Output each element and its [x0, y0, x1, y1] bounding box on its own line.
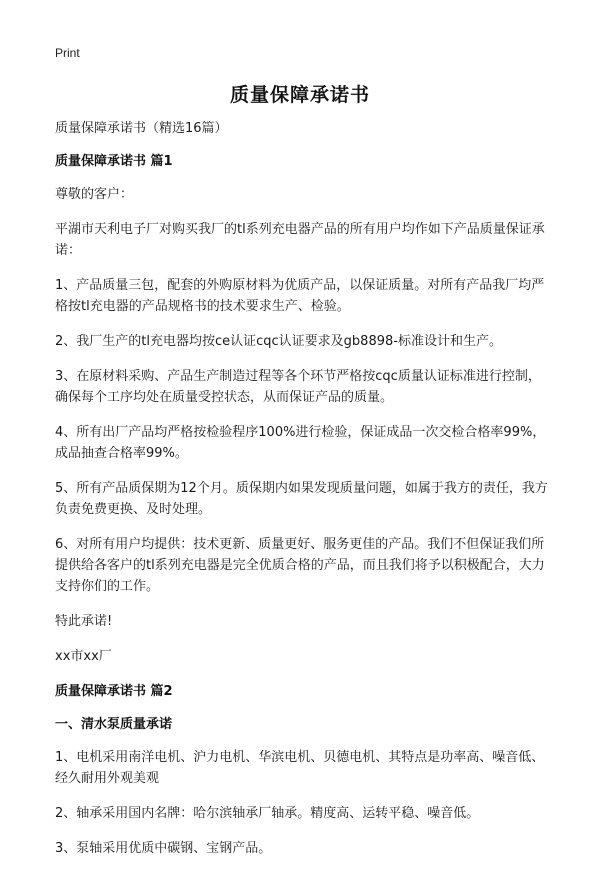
pump-item-1: 1、电机采用南洋电机、沪力电机、华滨电机、贝德电机、其特点是功率高、噪音低、经久耐用外观美观	[55, 750, 545, 786]
print-label: Print	[55, 46, 80, 60]
commitment-item-5: 5、所有产品质保期为12个月。质保期内如果发现质量问题，如属于我方的责任，我方负责免费更换、及时处理。	[55, 481, 548, 517]
signature: xx市xx厂	[55, 649, 112, 664]
document-subtitle: 质量保障承诺书（精选16篇）	[55, 121, 228, 136]
greeting: 尊敬的客户：	[55, 187, 134, 202]
document-body	[55, 118, 550, 873]
section-heading-part2: 质量保障承诺书 篇2	[55, 684, 173, 699]
commitment-item-4: 4、所有出厂产品均严格按检验程序100%进行检验，保证成品一次交检合格率99%，成品抽查合格率99%。	[55, 425, 546, 461]
commitment-item-3: 3、在原材料采购、产品生产制造过程等各个环节严格按cqc质量认证标准进行控制，确保每个工序均处在质量受控状态，从而保证产品的质量。	[55, 369, 541, 405]
closing-statement: 特此承诺!	[55, 614, 113, 629]
pump-item-3: 3、泵轴采用优质中碳钢、宝钢产品。	[55, 841, 272, 856]
document-title: 质量保障承诺书	[229, 84, 370, 106]
subsection-heading: 一、清水泵质量承诺	[55, 717, 173, 732]
section-heading-part1: 质量保障承诺书 篇1	[55, 154, 173, 169]
commitment-item-1: 1、产品质量三包，配套的外购原材料为优质产品，以保证质量。对所有产品我厂均严格按tl充电器的产品规格书的技术要求生产、检验。	[55, 278, 545, 314]
intro-paragraph: 平湖市天利电子厂对购买我厂的tl系列充电器产品的所有用户均作如下产品质量保证承诺：	[55, 222, 545, 258]
commitment-item-6: 6、对所有用户均提供：技术更新、质量更好、服务更佳的产品。我们不但保证我们所提供给各客户的tl系列充电器是完全优质合格的产品，而且我们将予以积极配合，大力支持你们的工作。	[55, 537, 545, 594]
commitment-item-2: 2、我厂生产的tl充电器均按ce认证cqc认证要求及gb8898-标准设计和生产。	[55, 334, 502, 349]
pump-item-2: 2、轴承采用国内名牌：哈尔滨轴承厂轴承。精度高、运转平稳、噪音低。	[55, 806, 480, 821]
